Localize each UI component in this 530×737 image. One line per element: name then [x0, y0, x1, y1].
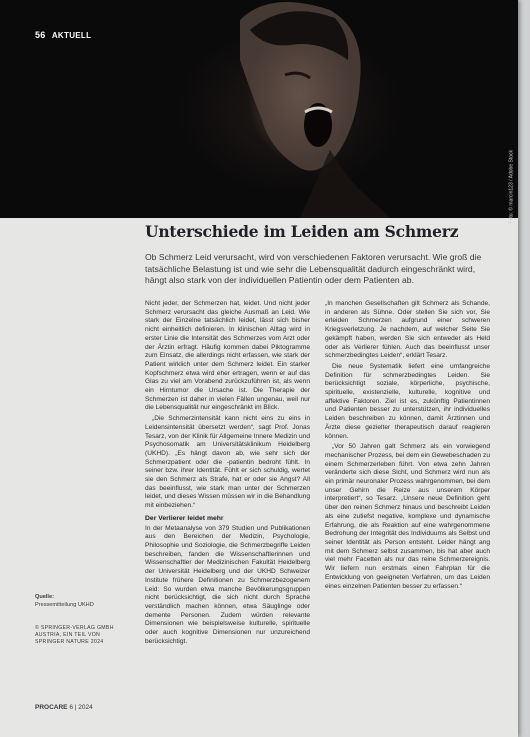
article-lead: Ob Schmerz Leid verursacht, wird von verschiedenen Faktoren verursacht. Wie groß die tatsächliche Belastung ist und wie sehr die Lebensqualität dadurch eingeschränkt wird, hängt also stark von der individuellen Patientin oder dem Patienten ab. — [145, 252, 482, 285]
copyright-note: © SPRINGER-VERLAG GMBH AUSTRIA, EIN TEIL VON SPRINGER NATURE 2024 — [35, 625, 114, 645]
photo-credit: Foto: © marcin123 / Adobe Stock — [508, 150, 514, 224]
body-column-left — [145, 300, 310, 648]
subheading: Der Verlierer leidet mehr — [145, 514, 224, 522]
paragraph: „Die Schmerzintensität kann nicht eins zu eins in Leidensintensität übersetzt werden“, sagt Prof. Jonas Tesarz, von der Klinik für Allgemeine Innere Medizin und Psychosomatik am Universitätsklinikum Heidelberg (UKHD). „Es hängt davon ab, wie sehr sich der Schmerzpatient oder die -patientin bedroht fühlt. In seiner bzw. ihrer Identität. Fühlt er sich schuldig, wertet sie den Schmerz als Strafe, hat er oder sie Angst? All das beeinflusst, wie stark man unter der Schmerzen leidet, und dieses Wissen müssen wir in die Behandlung mit einbeziehen.“ — [145, 415, 310, 510]
section-label: AKTUELL — [51, 31, 92, 40]
magazine-brand: PROCARE — [35, 704, 68, 711]
source-label: Quelle: — [35, 594, 54, 600]
issue-label: 6 | 2024 — [69, 704, 93, 711]
page-number: 56 — [35, 30, 46, 40]
header-photo — [0, 0, 518, 224]
paragraph: Nicht jeder, der Schmerzen hat, leidet. Und nicht jeder Schmerz verursacht das gleiche Ausmaß an Leid. Wie stark der Einzelne tatsächlich leidet, lässt sich bisher nicht einheitlich definieren. In klinischen Alltag wird in erster Linie die Intensität des Schmerzes vom Arzt oder der Ärztin erfragt. Häufig kommen dabei Piktogramme zum Einsatz, die allerdings nicht erfassen, wie stark der Patient wirklich unter dem Schmerz leidet. Ein starker Kopfschmerz etwa wird eher ertragen, wenn er auf das Glas zu viel am Vorabend zurückzuführen ist, als wenn ein Hirntumor die Ursache ist. Die Therapie der Schmerzen ist daher in vielen Fällen ungenau, weil nur die Lebensqualität nur eingeschränkt im Blick. — [145, 300, 310, 412]
article-title: Unterschiede im Leiden am Schmerz — [145, 222, 459, 241]
body-column-right — [325, 300, 490, 593]
paragraph: „Vor 50 Jahren galt Schmerz als ein vorwiegend mechanischer Prozess, bei dem ein Gewebeschaden zu einem Schmerzerleben führt. Von etwa zehn Jahren veränderte sich diese Sicht, und Schmerz wird nun als ein primär neuronaler Prozess wahrgenommen, bei dem unser Gehirn die Reize aus unserem Körper interpretiert“, so Tesarz. „Unsere neue Definition geht über den reinen Schmerz hinaus und beschreibt Leiden als eine zutiefst negative, komplexe und dynamische Erfahrung, die als Reaktion auf eine wahrgenommene Bedrohung der Integrität des Individuums als Selbst und seiner Identität als Person entsteht. Leider hängt ang mit dem Schmerz selbst zusammen, bis hat aber auch viel mehr Facetten als nur das reine Schmerzereignis. Wir liefern nun erstmals einen Fahrplan für die Entwicklung von geeigneten Verfahren, um das Leiden eines einzelnen Patienten besser zu erfassen.“ — [325, 443, 490, 590]
source-note — [35, 594, 125, 609]
paragraph: In der Metaanalyse von 379 Studien und Publikationen aus den Bereichen der Medizin, Psychologie, Philosophie und Soziologie, die Schmerzbegriffe Leiden beschreiben, fanden die Wissenschaftlerinnen und Wissenschaftler der Medizinischen Fakultät Heidelberg der Universität Heidelberg und der UKHD Schweizer Institute frühere Definitionen zu Schmerzbezogenem Leid: So wurden etwa manche Bevölkerungsgruppen nicht berücksichtigt, die sich nicht durch Sprache verständlich machen können, etwa Säuglinge oder demente Personen. Zudem würden relevante Dimensionen wie beispielsweise kulturelle, spirituelle oder auch kognitive Dimensionen nur unzureichend berücksichtigt. — [145, 524, 310, 645]
page-footer — [35, 704, 93, 711]
source-text: Pressemitteilung UKHD — [35, 601, 94, 608]
page-folio — [35, 30, 91, 40]
paragraph: „In manchen Gesellschaften gilt Schmerz als Schande, in anderen als Sühne. Oder stellen Sie sich vor, Sie erleiden Schmerzen aufgrund einer schweren Kriegsverletzung. Je nachdem, auf welcher Seite Sie gekämpft haben, werden Sie sich entweder als Held oder als Verlierer fühlen. Auch das beeinflusst unser schmerzbedingtes Leiden“, erklärt Tesarz. — [325, 300, 490, 360]
paragraph: Die neue Systematik liefert eine umfangreiche Definition für schmerzbedingtes Leiden. Sie berücksichtigt soziale, körperliche, psychische, spirituelle, existenzielle, kulturelle, kognitive und affektive Faktoren. Ziel ist es, zukünftig Patientinnen und Patienten besser zu unterstützen, ihr individuelles Leiden beschreiben zu können, damit Ärztinnen und Ärzte diese gezielter therapeutisch darauf reagieren können. — [325, 362, 490, 440]
